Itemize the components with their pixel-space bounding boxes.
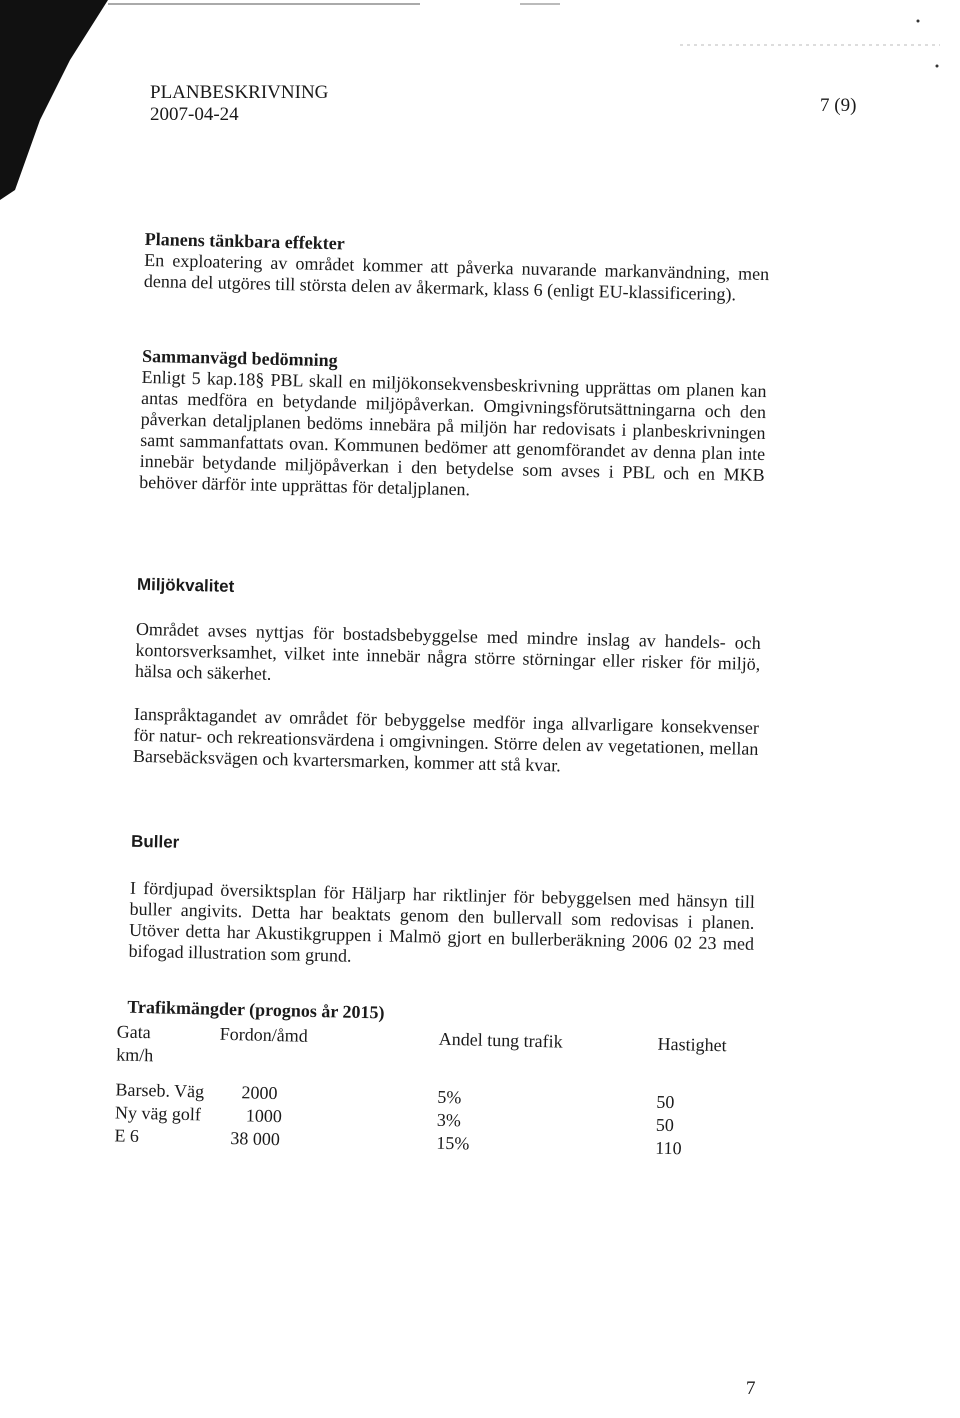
text-buller: I fördjupad översiktsplan för Häljarp har riktlinjer för bebyggelsen med hänsyn till buller angivits. Detta har beaktats genom den bullervall som redovisas i planen. Utöver detta har Akustikgruppen i Malmö gjort en bullerberäkning 2006 02 23 med bifogad illustration som grund. bbox=[128, 877, 756, 966]
table-cell: 2000 bbox=[241, 1082, 278, 1104]
table-cell: 50 bbox=[655, 1114, 675, 1136]
section-bedomning bbox=[139, 345, 767, 507]
heading-effekter: Planens tänkbara effekter bbox=[144, 228, 345, 254]
footer-page-number: 7 bbox=[746, 1378, 756, 1399]
section-buller bbox=[128, 832, 756, 976]
table-cell: Ny väg golf bbox=[114, 1102, 202, 1125]
table-cell: 50 bbox=[656, 1091, 675, 1113]
text-bedomning: Enligt 5 kap.18§ PBL skall en miljökonsekvensbeskrivning upprättas om planen kan antas medföra en betydande miljöpåverkan. Omgivningsförutsättningarna och den påverkan detaljplanen bedöms innebära på miljön har redovisats i planbeskrivningen samt sammanfattats ovan. Kommunen bedömer att genomförandet av denna plan inte innebär betydande miljöpåverkan i den betydelse som avses i PBL och en MKB behöver därför inte upprättas för detaljplanen. bbox=[139, 366, 767, 500]
traffic-table bbox=[114, 1021, 727, 1159]
column-header: Fordon/åmd bbox=[219, 1023, 308, 1046]
table-cell: 1000 bbox=[245, 1105, 283, 1127]
heading-buller: Buller bbox=[130, 831, 180, 852]
section-effekter bbox=[144, 228, 770, 306]
table-cell: 3% bbox=[436, 1109, 462, 1131]
table-cell: 110 bbox=[655, 1137, 682, 1159]
table-cell: 15% bbox=[436, 1132, 470, 1154]
table-row bbox=[115, 1079, 675, 1113]
text-miljokvalitet-2: Ianspråktagandet av området för bebyggelse medför inga allvarligare konsekvenser för natur- och rekreationsvärdena i omgivningen. Större delen av vegetationen, mellan Barsebäcksvägen och kvartersmarken, kommer att stå kvar. bbox=[132, 703, 760, 776]
table-unit-row bbox=[116, 1044, 154, 1067]
heading-bedomning: Sammanvägd bedömning bbox=[141, 345, 338, 371]
heading-miljokvalitet: Miljökvalitet bbox=[136, 574, 235, 597]
document-date: 2007-04-24 bbox=[150, 104, 239, 125]
column-header: Hastighet bbox=[657, 1033, 727, 1056]
column-header: Andel tung trafik bbox=[438, 1028, 563, 1052]
text-effekter: En exploatering av området kommer att påverka nuvarande markanvändning, men denna del utgöres till största delen av åkermark, klass 6 (enligt EU-klassificering). bbox=[143, 249, 770, 305]
unit-label: km/h bbox=[116, 1044, 154, 1066]
page-indicator: 7 (9) bbox=[820, 95, 857, 116]
table-cell: Barseb. Väg bbox=[115, 1079, 205, 1102]
column-header: Gata bbox=[116, 1021, 152, 1043]
section-miljokvalitet bbox=[133, 575, 762, 781]
heading-traffic: Trafikmängder (prognos år 2015) bbox=[127, 996, 385, 1023]
table-cell: E 6 bbox=[114, 1125, 140, 1146]
table-cell: 38 000 bbox=[230, 1128, 281, 1150]
document-title: PLANBESKRIVNING bbox=[150, 82, 329, 103]
table-cell: 5% bbox=[437, 1086, 462, 1108]
text-miljokvalitet-1: Området avses nyttjas för bostadsbebyggelse med mindre inslag av handels- och kontorsverksamhet, vilket inte innebär några större störningar eller risker för miljö, hälsa och säkerhet. bbox=[134, 618, 762, 684]
